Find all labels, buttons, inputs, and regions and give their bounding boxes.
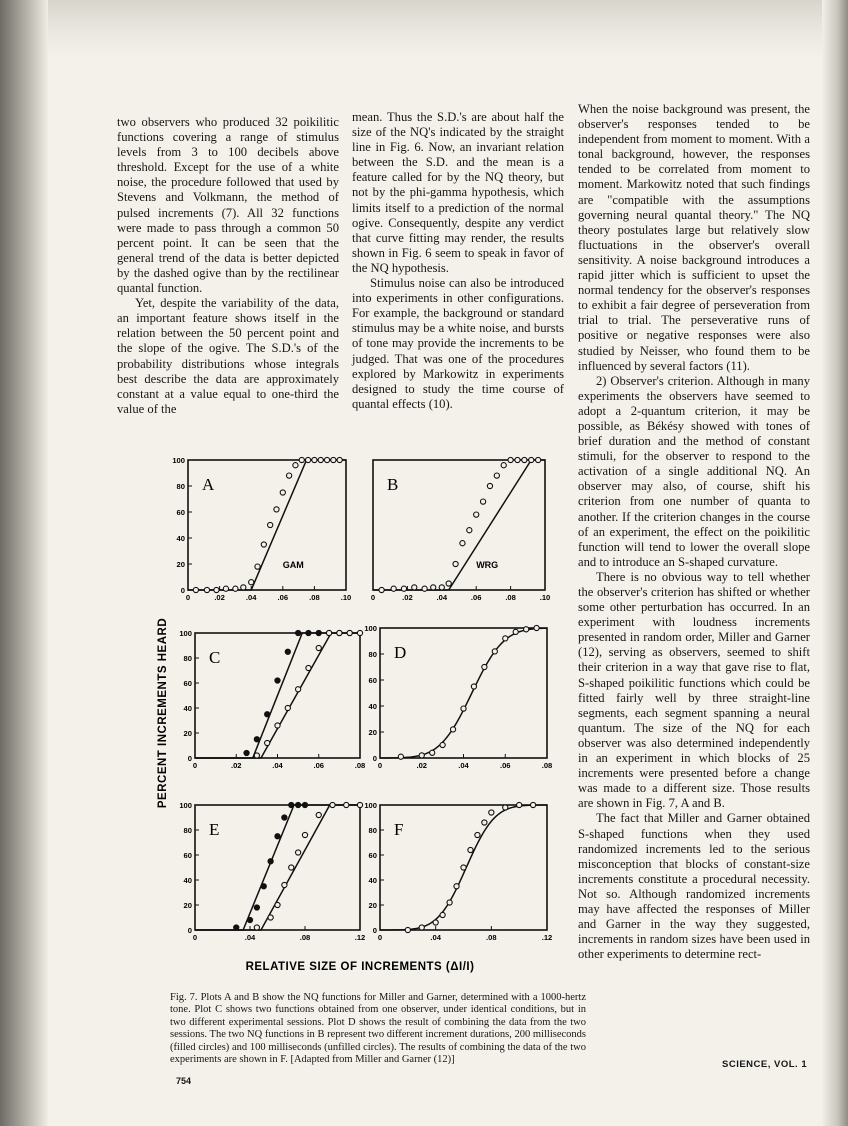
data-point — [289, 802, 294, 807]
data-point — [287, 473, 292, 478]
panel-e — [179, 801, 365, 942]
y-tick-label: 80 — [368, 650, 377, 659]
paragraph: two observers who produced 32 poikilitic functions covering a range of stimulus levels from 3 to 100 decibels above threshold. Except for the use of a white noise, the procedure followed that used by Stevens and Volkmann, the method of pulsed increments (7). All 32 functions were made to pass through a common 50 percent point. It can be seen that the general trend of the data is better depicted by the dashed ogive than by the rectilinear quantal function. — [117, 115, 339, 296]
data-point — [302, 802, 307, 807]
paragraph: Stimulus noise can also be introduced into experiments in other configurations. For example, the background or standard stimulus may be a white noise, and bursts of tone may provide the increments to be judged. That was one of the procedures explored by Markowitz in experiments designed to study the time course of quantal effects (10). — [352, 276, 564, 411]
y-tick-label: 80 — [183, 826, 192, 835]
y-tick-label: 60 — [176, 508, 185, 517]
data-point — [454, 884, 459, 889]
x-tick-label: .08 — [299, 933, 311, 942]
data-point — [480, 499, 485, 504]
data-point — [482, 664, 487, 669]
x-tick-label: .06 — [277, 593, 289, 602]
data-point — [282, 815, 287, 820]
page-top-shadow — [0, 0, 848, 58]
data-point — [344, 802, 349, 807]
data-point — [223, 586, 228, 591]
data-point — [474, 512, 479, 517]
data-point — [461, 706, 466, 711]
y-tick-label: 80 — [368, 826, 377, 835]
data-point — [316, 812, 321, 817]
page-right-edge-shadow — [822, 0, 848, 1126]
data-point — [285, 649, 290, 654]
data-point — [331, 457, 336, 462]
data-point — [536, 457, 541, 462]
data-point — [268, 915, 273, 920]
data-point — [306, 630, 311, 635]
y-tick-label: 60 — [368, 676, 377, 685]
data-point — [440, 742, 445, 747]
data-point — [254, 753, 259, 758]
data-point — [534, 625, 539, 630]
data-point — [326, 630, 331, 635]
data-point — [280, 490, 285, 495]
data-point — [391, 586, 396, 591]
x-tick-label: .02 — [214, 593, 225, 602]
paragraph: 2) Observer's criterion. Although in many experiments the observers have seemed to adopt a 2-quantum criterion, it may be possible, as Békésy showed with tones of brief duration and the method of constant stimuli, for the observer to respond to the activation of a single additional NQ. An observer may also, of course, shift his criterion from one number of quanta to another. If the criterion changes in the course of an experiment, the effect on the poikilitic function will tend to lower the overall slope and to introduce an S-shaped curvature. — [578, 373, 810, 569]
y-tick-label: 40 — [368, 702, 377, 711]
data-point — [296, 850, 301, 855]
data-point — [305, 457, 310, 462]
data-point — [330, 802, 335, 807]
data-point — [296, 802, 301, 807]
data-point — [275, 834, 280, 839]
data-point — [247, 917, 252, 922]
y-tick-label: 20 — [176, 560, 185, 569]
data-point — [312, 457, 317, 462]
data-point — [296, 630, 301, 635]
data-point — [450, 727, 455, 732]
paragraph: Yet, despite the variability of the data, an important feature shows itself in the relation between the 50 percent point and the slope of the ogive. The S.D.'s of the probability distributions whose integrals best describe the data are approximately constant at a value equal to one-third the value of the — [117, 296, 339, 416]
data-point — [398, 754, 403, 759]
x-tick-label: .12 — [354, 933, 366, 942]
data-point — [401, 586, 406, 591]
data-point — [439, 585, 444, 590]
x-tick-label: 0 — [192, 933, 198, 942]
data-point — [494, 473, 499, 478]
y-tick-label: 0 — [187, 926, 192, 935]
data-point — [275, 902, 280, 907]
y-tick-label: 60 — [368, 851, 377, 860]
y-tick-label: 40 — [176, 534, 185, 543]
x-tick-label: .06 — [499, 761, 511, 770]
data-point — [433, 920, 438, 925]
x-tick-label: .04 — [430, 933, 441, 942]
data-point — [447, 900, 452, 905]
x-tick-label: .04 — [436, 593, 448, 602]
data-point — [282, 882, 287, 887]
data-point — [289, 865, 294, 870]
x-tick-label: 0 — [185, 593, 191, 602]
data-point — [265, 712, 270, 717]
data-point — [522, 457, 527, 462]
data-point — [318, 457, 323, 462]
x-tick-label: .02 — [416, 761, 428, 770]
y-tick-label: 0 — [187, 754, 192, 763]
data-point — [513, 629, 518, 634]
y-tick-label: 20 — [183, 901, 192, 910]
data-point — [241, 585, 246, 590]
data-point — [412, 585, 417, 590]
paragraph: There is no obvious way to tell whether the observer's criterion has shifted or whether some other perturbation has occurred. In an experiment with loudness increments presented in random order, Miller and Garner (12), serving as observers, seemed to shift their criterion in a way that gave rise to flat, S-shaped poikilitic functions which could be fitted fairly well by three straight-line segments, each segment spanning a neural quantum. The size of the NQ for each observer was also determined independently in an experiment in which blocks of 25 increments were presented before a change was made to a different size. Those results are shown in Fig. 7, A and B. — [578, 569, 810, 811]
x-tick-label: .06 — [470, 593, 482, 602]
y-tick-label: 20 — [183, 729, 192, 738]
data-point — [193, 587, 198, 592]
panel-c — [179, 629, 365, 770]
data-point — [492, 649, 497, 654]
y-tick-label: 60 — [183, 851, 192, 860]
data-point — [285, 705, 290, 710]
panel-observer-label: GAM — [282, 560, 304, 570]
y-tick-label: 100 — [364, 624, 377, 633]
x-tick-label: .04 — [458, 761, 469, 770]
text-column-3 — [578, 102, 810, 962]
data-point — [529, 457, 534, 462]
x-tick-label: .10 — [539, 593, 551, 602]
paragraph: The fact that Miller and Garner obtained S-shaped functions when they used randomized increments led to the serious misconception that blocks of constant-size increments constitute a procedural necessity. Not so. Although randomized increments may have affected the responses of Miller and Garner in the way they suggested, increments in random sizes have been used in other experiments to determine rect- — [578, 811, 810, 962]
y-tick-label: 80 — [183, 654, 192, 663]
data-point — [461, 865, 466, 870]
fit-line — [195, 805, 360, 930]
data-point — [347, 630, 352, 635]
y-tick-label: 0 — [372, 754, 377, 763]
data-point — [261, 884, 266, 889]
data-point — [503, 636, 508, 641]
x-tick-label: 0 — [377, 761, 383, 770]
data-point — [471, 684, 476, 689]
data-point — [503, 805, 508, 810]
data-point — [268, 522, 273, 527]
x-tick-label: .08 — [486, 933, 497, 942]
x-tick-label: .08 — [541, 761, 553, 770]
data-point — [254, 737, 259, 742]
panel-letter: D — [394, 643, 407, 662]
x-tick-label: .06 — [313, 761, 325, 770]
figure-panels — [172, 456, 552, 942]
panel-b — [371, 457, 550, 602]
x-tick-label: .08 — [309, 593, 320, 602]
data-point — [214, 587, 219, 592]
data-point — [357, 802, 362, 807]
data-point — [316, 645, 321, 650]
data-point — [468, 847, 473, 852]
data-point — [324, 457, 329, 462]
panel-letter: C — [209, 648, 221, 667]
data-point — [249, 580, 254, 585]
page-binding-shadow — [0, 0, 48, 1126]
data-point — [475, 832, 480, 837]
figure-y-axis-label: PERCENT INCREMENTS HEARD — [157, 617, 169, 809]
y-tick-label: 80 — [176, 482, 185, 491]
panel-d — [364, 624, 552, 770]
data-point — [453, 561, 458, 566]
data-point — [379, 587, 384, 592]
x-tick-label: .04 — [272, 761, 283, 770]
x-tick-label: 0 — [370, 593, 376, 602]
data-point — [274, 507, 279, 512]
panel-f — [364, 801, 552, 942]
data-point — [254, 905, 259, 910]
plot-frame — [195, 805, 360, 930]
data-point — [302, 832, 307, 837]
panel-observer-label: WRG — [476, 560, 499, 570]
figure-caption: Fig. 7. Plots A and B show the NQ functions for Miller and Garner, determined with a 1000-hertz tone. Plot C shows two functions obtained from one observer, under identical conditions, but in two different experimental sessions. Plot D shows the result of combining the data from the two sessions. The two NQ functions in B represent two different increment durations, 200 milliseconds (filled circles) and 100 milliseconds (unfilled circles). The results of combining the data of the two experiments are shown in F. [Adapted from Miller and Garner (12)] — [170, 991, 586, 1066]
x-tick-label: .02 — [402, 593, 413, 602]
data-point — [482, 820, 487, 825]
x-tick-label: .02 — [230, 761, 242, 770]
x-tick-label: 0 — [192, 761, 198, 770]
y-tick-label: 40 — [368, 876, 377, 885]
data-point — [234, 925, 239, 930]
panel-letter: B — [387, 475, 399, 494]
text-column-1 — [117, 115, 339, 417]
data-point — [261, 542, 266, 547]
data-point — [337, 457, 342, 462]
data-point — [296, 687, 301, 692]
data-point — [460, 541, 465, 546]
x-tick-label: .08 — [354, 761, 366, 770]
data-point — [275, 723, 280, 728]
data-point — [487, 483, 492, 488]
data-point — [204, 587, 209, 592]
data-point — [357, 630, 362, 635]
data-point — [275, 678, 280, 683]
y-tick-label: 20 — [368, 901, 377, 910]
data-point — [524, 627, 529, 632]
page-number: 754 — [176, 1076, 192, 1086]
paragraph: mean. Thus the S.D.'s are about half the size of the NQ's indicated by the straight line in Fig. 6. Now, an invariant relation between the S.D. and the mean is a feature called for by the NQ theory, but not by the phi-gamma hypothesis, which limits itself to a prediction of the normal ogive. Consequently, despite any verdict that curve fitting may render, the results shown in Fig. 6 seem to speak in favor of the NQ hypothesis. — [352, 110, 564, 275]
panel-letter: E — [209, 820, 220, 839]
figure-x-axis-label: RELATIVE SIZE OF INCREMENTS (ΔI/I) — [245, 961, 475, 973]
figure-7 — [150, 448, 590, 978]
panel-letter: A — [202, 475, 215, 494]
y-tick-label: 0 — [372, 926, 377, 935]
y-tick-label: 40 — [183, 704, 192, 713]
y-tick-label: 0 — [180, 586, 185, 595]
data-point — [515, 457, 520, 462]
data-point — [430, 750, 435, 755]
data-point — [431, 585, 436, 590]
text-column-2 — [352, 110, 564, 412]
y-tick-label: 100 — [364, 801, 377, 810]
panel-letter: F — [394, 820, 404, 839]
data-point — [489, 810, 494, 815]
x-tick-label: .08 — [505, 593, 516, 602]
fit-line — [195, 805, 360, 930]
data-point — [306, 665, 311, 670]
x-tick-label: .04 — [244, 933, 256, 942]
x-tick-label: .04 — [245, 593, 257, 602]
y-tick-label: 100 — [179, 629, 192, 638]
x-tick-label: .10 — [340, 593, 352, 602]
data-point — [233, 586, 238, 591]
x-tick-label: 0 — [377, 933, 383, 942]
data-point — [422, 586, 427, 591]
data-point — [419, 925, 424, 930]
data-point — [244, 750, 249, 755]
data-point — [419, 753, 424, 758]
data-point — [316, 630, 321, 635]
data-point — [293, 463, 298, 468]
journal-footer: SCIENCE, VOL. 1 — [722, 1059, 808, 1070]
data-point — [268, 859, 273, 864]
y-tick-label: 60 — [183, 679, 192, 688]
fit-line — [373, 460, 545, 590]
data-point — [255, 564, 260, 569]
paragraph: When the noise background was present, the observer's responses tended to be independent from moment to moment. With a tonal background, however, the responses tended to be correlated from moment to moment. Markowitz noted that such findings are "compatible with the assumptions governing neural quantal theory." The NQ theory postulates large but relatively slow fluctuations in the observer's overall sensitivity. A noise background introduces a rapid jitter which is sufficient to upset the normal tendency for the observer's responses to exhibit a fair degree of perseveration from trial to trial. The perseverative runs of positive or negative responses were also studied by Neisser, who found them to be influenced by several factors (11). — [578, 102, 810, 373]
data-point — [337, 630, 342, 635]
data-point — [508, 457, 513, 462]
data-point — [517, 802, 522, 807]
data-point — [440, 912, 445, 917]
data-point — [265, 740, 270, 745]
data-point — [467, 528, 472, 533]
panel-a — [172, 456, 351, 602]
data-point — [446, 581, 451, 586]
y-tick-label: 100 — [179, 801, 192, 810]
data-point — [299, 457, 304, 462]
data-point — [501, 463, 506, 468]
data-point — [405, 927, 410, 932]
x-tick-label: .12 — [541, 933, 553, 942]
y-tick-label: 100 — [172, 456, 185, 465]
data-point — [254, 925, 259, 930]
data-point — [530, 802, 535, 807]
y-tick-label: 40 — [183, 876, 192, 885]
y-tick-label: 20 — [368, 728, 377, 737]
